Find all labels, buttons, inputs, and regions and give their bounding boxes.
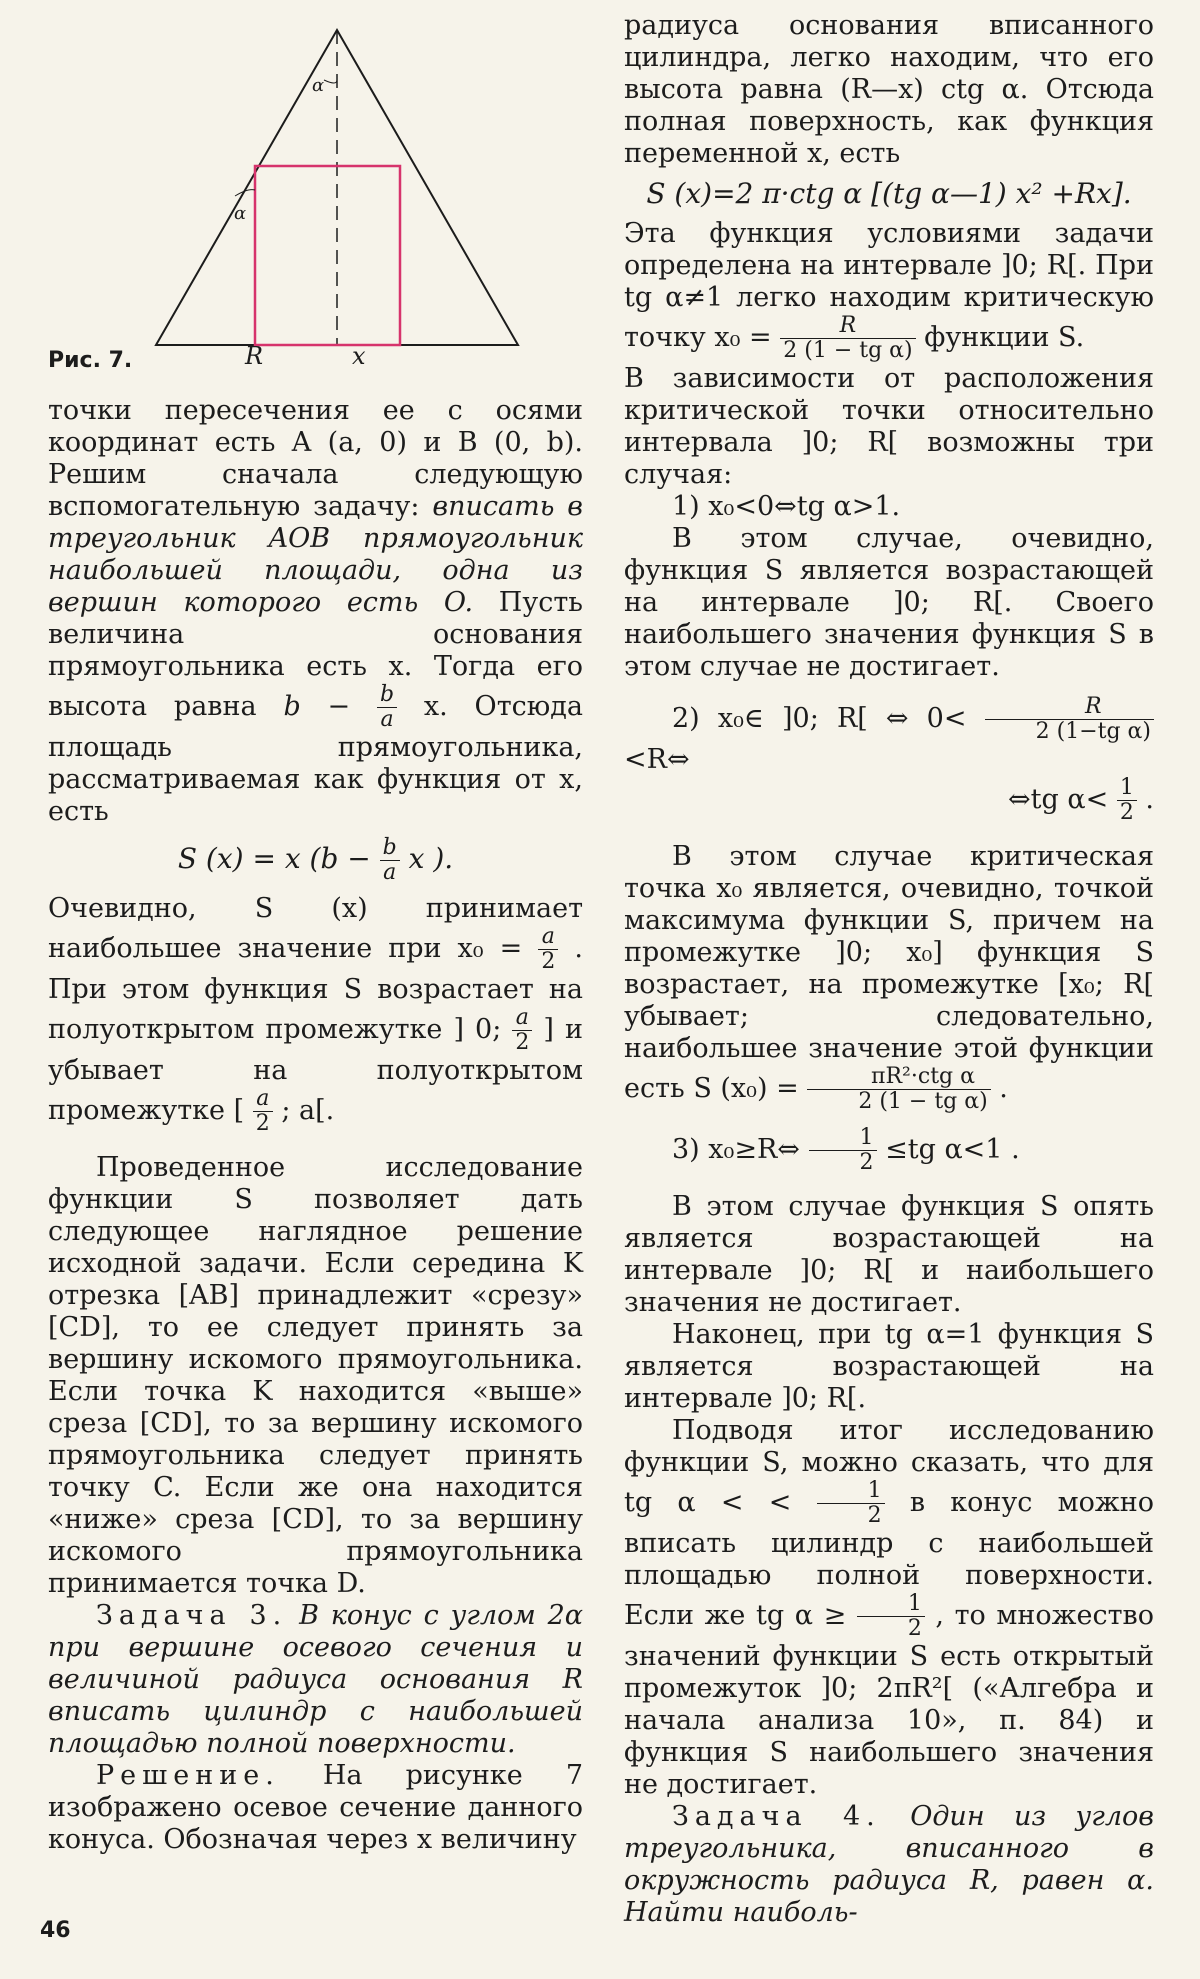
fraction [857, 1592, 925, 1641]
page-number: 46 [40, 1918, 71, 1943]
case-2 [624, 695, 1154, 776]
left-column [48, 0, 583, 1856]
text-span: 3) x₀≥R⇔ [672, 1134, 800, 1165]
text-span: ; a[. [281, 1095, 335, 1126]
case-3 [624, 1126, 1154, 1175]
frac-num: R [780, 314, 915, 339]
frac-den: 2 (1−tg α) [1035, 719, 1151, 744]
right-column [624, 0, 1154, 1929]
angle-label-top: α [312, 75, 325, 96]
inscribed-rectangle [255, 166, 400, 345]
solution-label: Решение. [96, 1760, 280, 1791]
text-span: . [999, 1073, 1008, 1104]
left-paragraph-3: Проведенное исследование функции S позволяет дать следующее наглядное решение исходной задачи. Если середина K отрезка [AB] принадлежит «срезу» [CD], то ее следует принять за вершину искомого прямоугольника. Если точка K находится «выше» среза [CD], то за вершину искомого прямоугольника следует принять точку C. Если же она находится «ниже» среза [CD], то за вершину искомого прямоугольника принимается точка D. [48, 1152, 583, 1599]
task-3 [48, 1600, 583, 1760]
frac-num: R [985, 695, 1154, 720]
frac-den: 2 (1 − tg α) [858, 1089, 988, 1114]
case-1-text: В этом случае, очевидно, функция S является возрастающей на интервале ]0; R[. Своего наибольшего значения функция S в этом случае не достигает. [624, 523, 1154, 682]
case-1: 1) x₀<0⇔tg α>1. [672, 491, 901, 522]
text-span: <R⇔ [624, 744, 690, 775]
text-span: , то множество значений функции S есть открытый промежуток ]0; 2πR²[ («Алгебра и начала анализа 10», п. 84) и функция S наибольшего значения не достигает. [624, 1600, 1154, 1800]
text-span: ⇔tg α< [1008, 784, 1109, 815]
figure-caption: Рис. 7. [48, 348, 133, 373]
frac-den: 2 [867, 1503, 882, 1528]
solution [48, 1760, 583, 1856]
fraction [809, 1126, 877, 1175]
frac-den: 2 [255, 1111, 270, 1136]
frac-num: 1 [809, 1126, 877, 1151]
fraction [380, 836, 400, 885]
text-span: Очевидно, S (x) принимает наибольшее значение при x₀ = [48, 893, 583, 964]
case-2-text [624, 841, 1154, 1114]
finally-paragraph: Наконец, при tg α=1 функция S является возрастающей на интервале ]0; R[. [624, 1319, 1154, 1414]
frac-num: πR²·ctg α [807, 1065, 990, 1090]
text-span: x. Отсюда площадь прямоугольника, рассматриваемая как функция от x, есть [48, 691, 583, 827]
figure-7 [48, 0, 583, 395]
task-text: В конус с углом 2α при вершине осевого сечения и величиной радиуса основания R вписать цилиндр с наибольшей площадью полной поверхности. [48, 1600, 583, 1759]
frac-den: a [380, 707, 394, 732]
right-paragraph-3: В зависимости от расположения критической точки относительно интервала ]0; R[ возможны три случая: [624, 363, 1154, 490]
frac-num: 1 [857, 1592, 925, 1617]
base-label-x: x [352, 342, 366, 370]
case-2-cont [624, 776, 1154, 825]
fraction [780, 314, 915, 363]
text-span: 2) x₀∈ ]0; R[ ⇔ 0< [672, 703, 967, 734]
frac-num: a [512, 1006, 532, 1031]
frac-den: 2 (1 − tg α) [783, 338, 913, 363]
text-span: . При этом функция S возрастает на полуоткрытом промежутке ] 0; [48, 933, 583, 1045]
frac-den: 2 [907, 1616, 922, 1641]
cone-cross-section-diagram [48, 0, 583, 395]
text-span: ≤tg α<1 . [885, 1134, 1020, 1165]
area-formula [48, 836, 583, 885]
fraction [377, 683, 397, 732]
angle-arc-side [235, 190, 255, 196]
task-text: Один из углов треугольника, вписанного в окружность радиуса R, равен α. Найти наиболь- [624, 1801, 1155, 1928]
text-span: ] и убывает на полуоткрытом промежутке [ [48, 1014, 583, 1126]
task-statement-italic: вписать в треугольник AOB прямоугольник наибольшей площади, одна из вершин которого есть O. [48, 491, 583, 618]
summary-paragraph [624, 1415, 1154, 1801]
fraction [1117, 776, 1137, 825]
fraction [985, 695, 1154, 744]
math-expr: b − [283, 691, 351, 722]
surface-formula: S (x)=2 π·ctg α [(tg α—1) x² +Rx]. [646, 177, 1132, 210]
task-label: Задача 4. [672, 1801, 881, 1832]
frac-den: 2 [859, 1150, 874, 1175]
task-label: Задача 3. [96, 1600, 288, 1631]
angle-label-side: α [234, 203, 247, 224]
frac-den: 2 [541, 949, 556, 974]
fraction [538, 925, 558, 974]
frac-den: 2 [1119, 800, 1134, 825]
fraction [817, 1479, 885, 1528]
left-paragraph-1 [48, 395, 583, 828]
frac-num: b [380, 836, 400, 861]
formula-part: x ). [408, 842, 454, 875]
fraction [253, 1087, 273, 1136]
task-4 [624, 1801, 1154, 1929]
text-span: Эта функция условиями задачи определена на интервале ]0; R[. При tg α≠1 легко находим критическую точку x₀ = [624, 218, 1154, 353]
frac-den: 2 [515, 1030, 530, 1055]
text-span: Подводя итог исследованию функции S, можно сказать, что для tg α < < [624, 1415, 1154, 1518]
base-label-r: R [245, 342, 264, 370]
text-span: . [1145, 784, 1154, 815]
text-span: функции S. [924, 322, 1085, 353]
case-3-text: В этом случае функция S опять является возрастающей на интервале ]0; R[ и наибольшего значения не достигает. [624, 1191, 1154, 1318]
left-paragraph-2 [48, 893, 583, 1136]
frac-num: a [538, 925, 558, 950]
frac-num: 1 [817, 1479, 885, 1504]
fraction [807, 1065, 990, 1114]
solution-text: На рисунке 7 изображено осевое сечение данного конуса. Обозначая через x величину [48, 1760, 583, 1855]
frac-num: a [253, 1087, 273, 1112]
right-paragraph-1: радиуса основания вписанного цилиндра, легко находим, что его высота равна (R—x) ctg α. Отсюда полная поверхность, как функция переменной x, есть [624, 10, 1154, 169]
text-span: в конус можно вписать цилиндр с наибольшей площадью полной поверхности. Если же tg α ≥ [624, 1487, 1154, 1631]
fraction [512, 1006, 532, 1055]
frac-den: a [383, 860, 397, 885]
formula-part: S (x) = x (b − [177, 842, 371, 875]
right-paragraph-2 [624, 218, 1154, 363]
text-span: Пусть величина основания прямоугольника есть x. Тогда его высота равна [48, 587, 583, 722]
text-span: В этом случае критическая точка x₀ является, очевидно, точкой максимума функции S, причем на промежутке ]0; x₀] функция S возрастает, на промежутке [x₀; R[ убывает; следовательно, наибольшее значение этой функции есть S (x₀) = [624, 841, 1154, 1104]
text-span: точки пересечения ее с осями координат есть A (a, 0) и B (0, b). Решим сначала следующую вспомогательную задачу: [48, 395, 583, 522]
frac-num: 1 [1117, 776, 1137, 801]
angle-arc-top [324, 80, 337, 83]
frac-num: b [377, 683, 397, 708]
